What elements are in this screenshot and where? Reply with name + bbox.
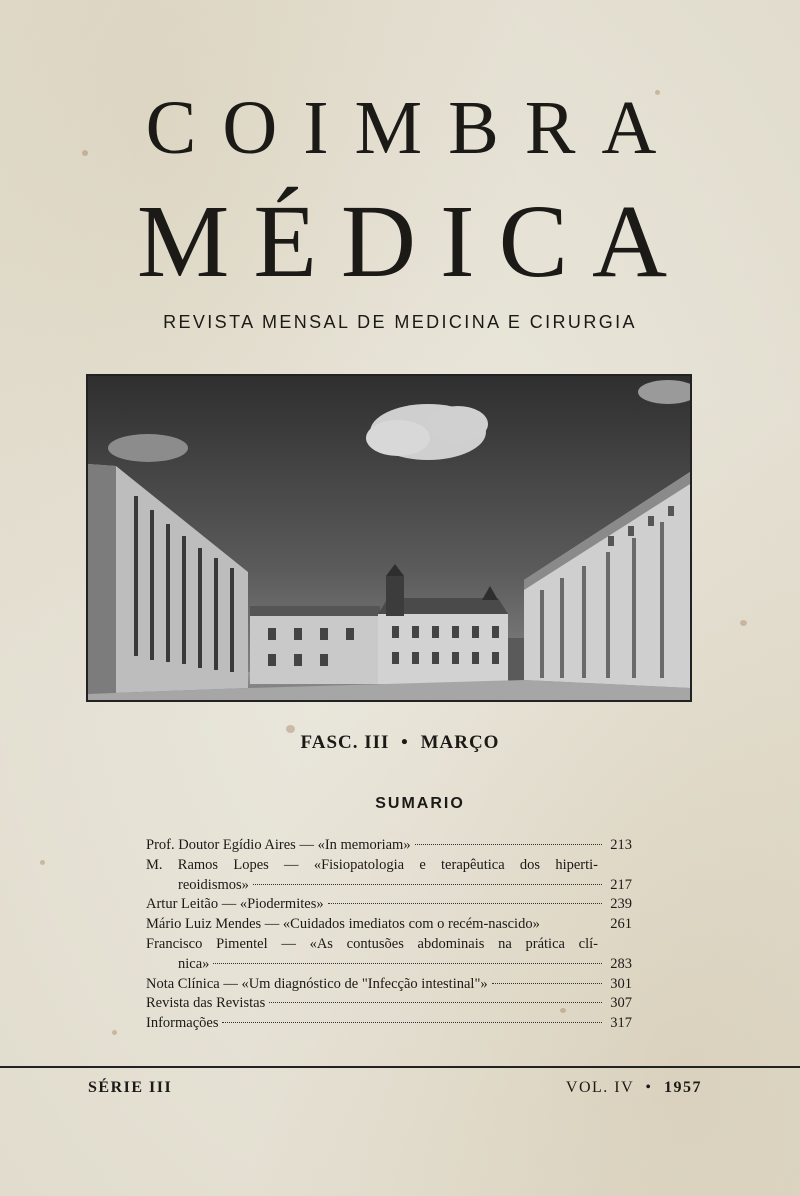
toc-entry-text: M. Ramos Lopes — «Fisiopatologia e terapêutica dos hiperti- bbox=[146, 856, 598, 873]
dot-leader bbox=[213, 963, 602, 964]
toc-entry-text: Francisco Pimentel — «As contusões abdominais na prática clí- bbox=[146, 935, 598, 952]
toc-entry[interactable] bbox=[146, 856, 632, 896]
paper-stain bbox=[740, 620, 747, 626]
volume-number: VOL. IV bbox=[565, 1079, 634, 1096]
volume-year-label bbox=[566, 1079, 702, 1097]
toc-entry[interactable] bbox=[146, 975, 632, 995]
paper-stain bbox=[40, 860, 45, 865]
toc-entry-text: Prof. Doutor Egídio Aires — «In memoriam» bbox=[146, 837, 411, 853]
toc-entry[interactable] bbox=[146, 994, 632, 1014]
publication-year: 1957 bbox=[664, 1079, 702, 1096]
fascicle-number: FASC. III bbox=[300, 732, 390, 753]
journal-subtitle: REVISTA MENSAL DE MEDICINA E CIRURGIA bbox=[163, 312, 637, 332]
toc-entry[interactable] bbox=[146, 895, 632, 915]
journal-title-line-1: COIMBRA bbox=[145, 86, 683, 170]
toc-entry[interactable] bbox=[146, 836, 632, 856]
toc-entry-text: Mário Luiz Mendes — «Cuidados imediatos com o recém-nascido» bbox=[146, 916, 540, 933]
table-of-contents bbox=[146, 836, 632, 1034]
toc-entry-text: Revista das Revistas bbox=[146, 995, 266, 1012]
toc-entry-page: 213 bbox=[610, 837, 632, 853]
toc-entry-text: Nota Clínica — «Um diagnóstico de "Infecção intestinal"» bbox=[146, 975, 488, 992]
toc-entry-page: 301 bbox=[610, 975, 632, 992]
bullet-separator: • bbox=[401, 732, 409, 753]
toc-entry-page: 217 bbox=[610, 876, 632, 893]
dot-leader bbox=[253, 884, 602, 885]
toc-entry-text: Informações bbox=[146, 1015, 219, 1032]
dot-leader bbox=[269, 1002, 602, 1003]
issue-month: MARÇO bbox=[420, 732, 500, 753]
issue-line bbox=[0, 732, 800, 754]
toc-entry-text-continued: reoidismos» bbox=[178, 876, 249, 893]
toc-entry[interactable] bbox=[146, 935, 632, 975]
dot-leader bbox=[492, 983, 602, 984]
toc-entry-page: 239 bbox=[610, 896, 632, 913]
dot-leader bbox=[415, 844, 602, 845]
summary-heading: SUMARIO bbox=[375, 795, 465, 812]
toc-entry-page: 283 bbox=[610, 955, 632, 972]
dot-leader bbox=[328, 903, 602, 904]
toc-entry-page: 261 bbox=[610, 916, 632, 933]
dot-leader bbox=[222, 1022, 602, 1023]
toc-entry[interactable] bbox=[146, 1014, 632, 1034]
journal-title-line-2: MÉDICA bbox=[136, 184, 692, 299]
toc-entry-page: 307 bbox=[610, 995, 632, 1012]
cover-photo-university-buildings bbox=[86, 374, 692, 702]
bullet-separator: • bbox=[645, 1079, 653, 1096]
toc-entry[interactable] bbox=[146, 915, 632, 935]
toc-entry-text-continued: nica» bbox=[178, 955, 210, 972]
paper-stain bbox=[112, 1030, 117, 1035]
toc-entry-text: Artur Leitão — «Piodermites» bbox=[146, 896, 324, 913]
footer-divider bbox=[0, 1066, 800, 1068]
toc-entry-page: 317 bbox=[610, 1015, 632, 1032]
series-label: SÉRIE III bbox=[88, 1079, 173, 1096]
